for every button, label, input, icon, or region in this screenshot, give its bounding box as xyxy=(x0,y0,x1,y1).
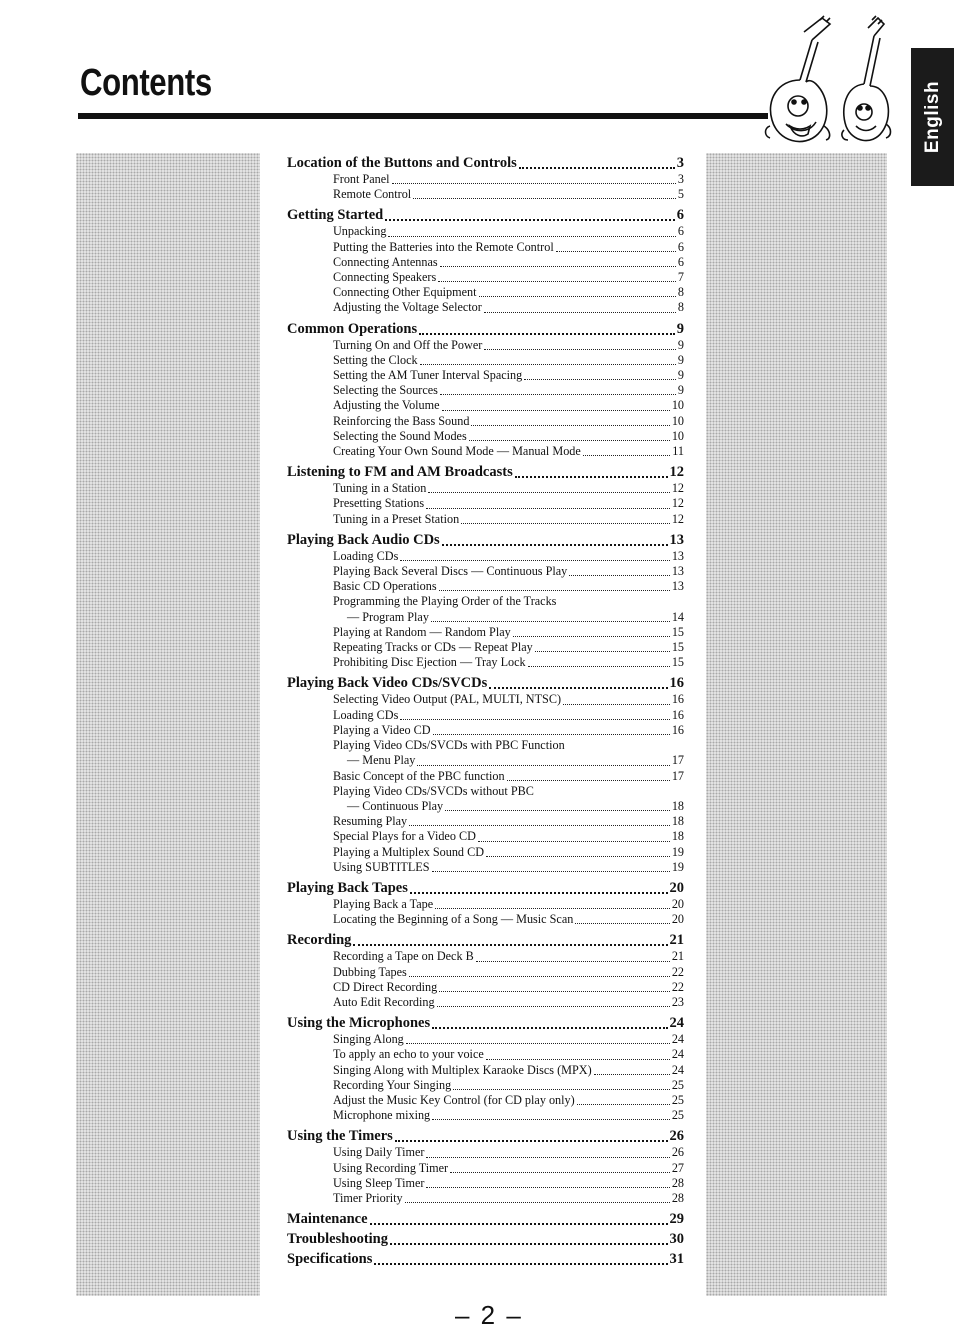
toc-item-label: Turning On and Off the Power xyxy=(333,337,483,352)
dot-leader xyxy=(413,198,676,199)
toc-item[interactable] xyxy=(287,398,684,413)
toc-item-label: Playing a Multiplex Sound CD xyxy=(333,844,484,859)
dot-leader xyxy=(569,575,670,576)
toc-item-page: 26 xyxy=(671,1145,684,1160)
toc-heading-page: 3 xyxy=(676,155,684,171)
toc-heading-page: 13 xyxy=(669,531,684,548)
dot-leader xyxy=(400,719,669,720)
toc-section xyxy=(287,154,684,202)
toc-item[interactable] xyxy=(287,240,684,255)
toc-item-page: 21 xyxy=(671,949,684,964)
toc-item-page: 18 xyxy=(671,798,684,813)
toc-item-label: Dubbing Tapes xyxy=(333,964,407,979)
toc-item-label: Locating the Beginning of a Song — Music Scan xyxy=(333,912,574,927)
toc-heading-label: Common Operations xyxy=(287,320,418,337)
toc-heading-page: 6 xyxy=(676,207,684,224)
toc-item-label: Playing Back a Tape xyxy=(333,896,434,911)
dot-leader xyxy=(390,1243,668,1245)
toc-item-page: 12 xyxy=(671,496,684,511)
toc-item-page: 16 xyxy=(671,707,684,722)
dot-leader xyxy=(524,379,676,380)
toc-item[interactable] xyxy=(287,625,684,640)
toc-item-label: Putting the Batteries into the Remote Control xyxy=(333,239,554,254)
toc-item[interactable] xyxy=(287,692,684,707)
dot-leader xyxy=(513,636,670,637)
toc-item-page: 19 xyxy=(671,844,684,859)
toc-item-page: 12 xyxy=(671,511,684,526)
toc-item-label: Connecting Speakers xyxy=(333,270,437,285)
toc-section xyxy=(287,463,684,527)
dot-leader xyxy=(479,296,676,297)
toc-item-page: 9 xyxy=(677,368,684,383)
toc-section xyxy=(287,674,684,874)
guitars-illustration xyxy=(760,14,910,154)
dot-leader xyxy=(410,892,668,894)
toc-item-label: Tuning in a Station xyxy=(333,481,427,496)
toc-item-page: 25 xyxy=(671,1092,684,1107)
toc-item[interactable] xyxy=(287,1093,684,1108)
toc-item-page: 6 xyxy=(677,254,684,269)
dot-leader xyxy=(432,1027,667,1029)
toc-item-page: 19 xyxy=(671,859,684,874)
toc-item[interactable] xyxy=(287,368,684,383)
dot-leader xyxy=(439,590,670,591)
toc-section xyxy=(287,320,684,460)
toc-item[interactable] xyxy=(287,353,684,368)
toc-item-page: 27 xyxy=(671,1160,684,1175)
toc-item-label: Playing Video CDs/SVCDs with PBC Function xyxy=(333,738,565,753)
toc-item[interactable] xyxy=(287,1145,684,1160)
dot-leader xyxy=(442,410,670,411)
toc-item[interactable] xyxy=(287,769,684,784)
toc-item[interactable] xyxy=(287,512,684,527)
toc-item-label: Basic Concept of the PBC function xyxy=(333,768,505,783)
toc-item-label: Timer Priority xyxy=(333,1190,403,1205)
page-number: – 2 – xyxy=(455,1300,523,1330)
dot-leader xyxy=(484,349,676,350)
toc-item-page: 13 xyxy=(671,564,684,579)
toc-heading[interactable] xyxy=(287,1210,684,1228)
dot-leader xyxy=(535,651,670,652)
toc-item[interactable] xyxy=(287,300,684,315)
dot-leader xyxy=(594,1074,670,1075)
toc-item-page: 18 xyxy=(671,829,684,844)
dot-leader xyxy=(385,219,675,221)
dot-leader xyxy=(388,236,675,237)
toc-item-page: 28 xyxy=(671,1175,684,1190)
toc-item-page: 22 xyxy=(671,979,684,994)
toc-item-page: 14 xyxy=(671,609,684,624)
toc-heading[interactable] xyxy=(287,1127,684,1145)
toc-heading[interactable] xyxy=(287,320,684,338)
dot-leader xyxy=(476,961,670,962)
dot-leader xyxy=(575,923,669,924)
toc-heading[interactable] xyxy=(287,463,684,481)
toc-item-label: Using SUBTITLES xyxy=(333,859,430,874)
dot-leader xyxy=(432,1119,670,1120)
dot-leader xyxy=(437,1006,670,1007)
dot-leader xyxy=(519,167,675,169)
toc-item-label: Recording a Tape on Deck B xyxy=(333,949,474,964)
dot-leader xyxy=(440,394,676,395)
toc-item-label: Front Panel xyxy=(333,172,390,186)
title-rule xyxy=(78,113,768,119)
toc-item-label: Auto Edit Recording xyxy=(333,994,435,1009)
toc-heading-label: Getting Started xyxy=(287,207,384,224)
toc-heading[interactable] xyxy=(287,154,684,172)
toc-item-label: Singing Along with Multiplex Karaoke Discs (MPX) xyxy=(333,1062,592,1077)
toc-item-label: Using Daily Timer xyxy=(333,1145,425,1160)
toc-item-page: 18 xyxy=(671,814,684,829)
toc-item-label: — Program Play xyxy=(347,609,429,624)
dot-leader xyxy=(507,780,670,781)
toc-item-label: Adjust the Music Key Control (for CD play only) xyxy=(333,1092,575,1107)
toc-item[interactable] xyxy=(287,829,684,844)
toc-item[interactable] xyxy=(287,414,684,429)
toc-heading-page: 29 xyxy=(669,1211,684,1228)
toc-item-label: Resuming Play xyxy=(333,814,408,829)
toc-item-page: 10 xyxy=(671,398,684,413)
toc-item-label: Unpacking xyxy=(333,224,387,239)
toc-item-label: Connecting Other Equipment xyxy=(333,285,477,300)
dot-leader xyxy=(428,492,669,493)
dot-leader xyxy=(426,508,670,509)
toc-section xyxy=(287,1127,684,1206)
dot-leader xyxy=(435,908,670,909)
toc-item[interactable] xyxy=(287,1047,684,1062)
toc-heading[interactable] xyxy=(287,931,684,949)
toc-item-page: 8 xyxy=(677,300,684,315)
dot-leader xyxy=(409,976,670,977)
dot-leader xyxy=(426,1187,669,1188)
toc-item[interactable] xyxy=(287,1176,684,1191)
toc-item[interactable] xyxy=(287,784,684,799)
toc-item[interactable] xyxy=(287,594,684,609)
toc-heading[interactable] xyxy=(287,1250,684,1268)
toc-item-label: Setting the Clock xyxy=(333,352,418,367)
toc-item-page: 9 xyxy=(677,337,684,352)
toc-item-label: CD Direct Recording xyxy=(333,979,438,994)
right-halftone-panel xyxy=(706,153,887,1296)
toc-item-page: 28 xyxy=(671,1190,684,1205)
dot-leader xyxy=(528,666,670,667)
toc-item-page: 9 xyxy=(677,352,684,367)
dot-leader xyxy=(450,1172,670,1173)
toc-item[interactable] xyxy=(287,610,684,625)
toc-item[interactable] xyxy=(287,564,684,579)
toc-item-page: 17 xyxy=(671,753,684,768)
toc-item-page: 13 xyxy=(671,548,684,563)
toc-item[interactable] xyxy=(287,949,684,964)
toc-item-page: 6 xyxy=(677,239,684,254)
dot-leader xyxy=(417,765,669,766)
toc-item-page: 13 xyxy=(671,579,684,594)
toc-item-label: Prohibiting Disc Ejection — Tray Lock xyxy=(333,655,526,670)
toc-item-label: Playing Back Several Discs — Continuous Play xyxy=(333,564,568,579)
toc-item-page: 17 xyxy=(671,768,684,783)
toc-item[interactable] xyxy=(287,579,684,594)
toc-item[interactable] xyxy=(287,1161,684,1176)
dot-leader xyxy=(406,1043,670,1044)
toc-heading-label: Location of the Buttons and Controls xyxy=(287,155,517,171)
toc-item-page: 10 xyxy=(671,413,684,428)
toc-item[interactable] xyxy=(287,753,684,768)
toc-heading[interactable] xyxy=(287,1230,684,1248)
toc-item-label: Microphone mixing xyxy=(333,1108,431,1123)
toc-item[interactable] xyxy=(287,444,684,459)
toc-item-label: Basic CD Operations xyxy=(333,579,437,594)
toc-item-page: 15 xyxy=(671,655,684,670)
dot-leader xyxy=(486,1059,670,1060)
dot-leader xyxy=(405,1202,670,1203)
toc-heading-label: Playing Back Audio CDs xyxy=(287,531,440,548)
toc-item[interactable] xyxy=(287,799,684,814)
toc-item[interactable] xyxy=(287,1191,684,1206)
toc-section xyxy=(287,206,684,315)
toc-item[interactable] xyxy=(287,429,684,444)
toc-section xyxy=(287,879,684,927)
toc-item[interactable] xyxy=(287,224,684,239)
toc-item[interactable] xyxy=(287,995,684,1010)
toc-heading[interactable] xyxy=(287,674,684,692)
toc-item-page: 23 xyxy=(671,994,684,1009)
dot-leader xyxy=(374,1263,667,1265)
dot-leader xyxy=(486,856,670,857)
dot-leader xyxy=(583,455,670,456)
toc-item[interactable] xyxy=(287,338,684,353)
toc-item-label: Using Recording Timer xyxy=(333,1160,449,1175)
dot-leader xyxy=(420,364,676,365)
toc-section xyxy=(287,531,684,671)
toc-item-label: Setting the AM Tuner Interval Spacing xyxy=(333,368,523,383)
toc-section xyxy=(287,1250,684,1268)
dot-leader xyxy=(556,251,676,252)
dot-leader xyxy=(471,425,669,426)
toc-item-label: Presetting Stations xyxy=(333,496,425,511)
toc-item-page: 12 xyxy=(671,481,684,496)
toc-heading-label: Listening to FM and AM Broadcasts xyxy=(287,464,513,481)
toc-item-page: 3 xyxy=(677,172,684,186)
toc-item[interactable] xyxy=(287,1108,684,1123)
toc-item[interactable] xyxy=(287,912,684,927)
toc-item[interactable] xyxy=(287,1032,684,1047)
dot-leader xyxy=(353,944,667,946)
toc-item-label: Selecting the Sources xyxy=(333,383,438,398)
dot-leader xyxy=(395,1140,668,1142)
toc-item-label: Playing Video CDs/SVCDs without PBC xyxy=(333,783,534,798)
toc-heading-label: Specifications xyxy=(287,1251,373,1268)
toc-heading-page: 30 xyxy=(669,1231,684,1248)
toc-section xyxy=(287,1014,684,1123)
toc-item-page: 5 xyxy=(677,187,684,202)
toc-item-page: 24 xyxy=(671,1062,684,1077)
toc-heading-label: Playing Back Tapes xyxy=(287,879,408,896)
toc-item-label: — Menu Play xyxy=(347,753,416,768)
toc-heading-label: Playing Back Video CDs/SVCDs xyxy=(287,675,488,692)
dot-leader xyxy=(370,1223,668,1225)
toc-item-page: 16 xyxy=(671,692,684,707)
toc-item-page: 8 xyxy=(677,285,684,300)
dot-leader xyxy=(438,281,676,282)
toc-item-page: 24 xyxy=(671,1032,684,1047)
toc-heading-label: Recording xyxy=(287,932,352,949)
toc-heading-page: 26 xyxy=(669,1128,684,1145)
toc-item-label: Recording Your Singing xyxy=(333,1077,452,1092)
toc-item[interactable] xyxy=(287,549,684,564)
toc-heading[interactable] xyxy=(287,1014,684,1032)
dot-leader xyxy=(426,1157,669,1158)
dot-leader xyxy=(409,825,670,826)
toc-item[interactable] xyxy=(287,481,684,496)
toc-item-page: 15 xyxy=(671,640,684,655)
toc-item[interactable] xyxy=(287,965,684,980)
dot-leader xyxy=(515,476,668,478)
toc-item[interactable] xyxy=(287,270,684,285)
dot-leader xyxy=(400,560,669,561)
toc-heading[interactable] xyxy=(287,531,684,549)
toc-item-label: Loading CDs xyxy=(333,707,399,722)
dot-leader xyxy=(461,523,670,524)
toc-item[interactable] xyxy=(287,980,684,995)
toc-heading-label: Maintenance xyxy=(287,1211,368,1228)
toc-item-label: Creating Your Own Sound Mode — Manual Mode xyxy=(333,444,581,459)
dot-leader xyxy=(439,991,670,992)
toc-item[interactable] xyxy=(287,723,684,738)
toc-item-label: Remote Control xyxy=(333,187,412,202)
toc-item-label: Using Sleep Timer xyxy=(333,1175,425,1190)
left-halftone-panel xyxy=(76,153,260,1296)
toc-item[interactable] xyxy=(287,897,684,912)
toc-item-page: 6 xyxy=(677,224,684,239)
toc-item[interactable] xyxy=(287,1063,684,1078)
dot-leader xyxy=(392,183,676,184)
toc-item-page: 24 xyxy=(671,1047,684,1062)
toc-heading-page: 31 xyxy=(669,1251,684,1268)
toc-section xyxy=(287,931,684,1010)
dot-leader xyxy=(453,1089,670,1090)
toc-item-page: 22 xyxy=(671,964,684,979)
toc-item-label: Tuning in a Preset Station xyxy=(333,511,460,526)
toc-item-label: Adjusting the Volume xyxy=(333,398,440,413)
toc-item[interactable] xyxy=(287,640,684,655)
toc-heading[interactable] xyxy=(287,206,684,224)
toc-item-label: Repeating Tracks or CDs — Repeat Play xyxy=(333,640,533,655)
toc-item-label: Connecting Antennas xyxy=(333,254,438,269)
page-title: Contents xyxy=(80,62,212,104)
toc-item-page: 25 xyxy=(671,1108,684,1123)
toc-item-page: 16 xyxy=(671,722,684,737)
toc-item-label: Selecting the Sound Modes xyxy=(333,428,467,443)
toc-heading-page: 21 xyxy=(669,932,684,949)
toc-item[interactable] xyxy=(287,860,684,875)
toc-item-label: Playing at Random — Random Play xyxy=(333,624,511,639)
dot-leader xyxy=(432,871,670,872)
toc-item-page: 11 xyxy=(672,444,684,459)
dot-leader xyxy=(563,704,670,705)
toc-item[interactable] xyxy=(287,814,684,829)
dot-leader xyxy=(419,333,675,335)
toc-item[interactable] xyxy=(287,255,684,270)
toc-item-label: Selecting Video Output (PAL, MULTI, NTSC) xyxy=(333,692,562,707)
language-tab[interactable] xyxy=(911,48,954,186)
toc-heading-page: 24 xyxy=(669,1015,684,1032)
toc-item[interactable] xyxy=(287,383,684,398)
table-of-contents xyxy=(287,154,684,1270)
toc-heading-page: 16 xyxy=(669,675,684,692)
dot-leader xyxy=(442,544,668,546)
toc-item-page: 7 xyxy=(677,270,684,285)
toc-item-label: Adjusting the Voltage Selector xyxy=(333,300,482,315)
toc-item-page: 9 xyxy=(677,383,684,398)
toc-item[interactable] xyxy=(287,708,684,723)
toc-item[interactable] xyxy=(287,738,684,753)
toc-heading-page: 12 xyxy=(669,464,684,481)
toc-item-label: Playing a Video CD xyxy=(333,722,431,737)
toc-item[interactable] xyxy=(287,285,684,300)
dot-leader xyxy=(469,440,670,441)
dot-leader xyxy=(440,266,676,267)
toc-item-label: To apply an echo to your voice xyxy=(333,1047,484,1062)
toc-section xyxy=(287,1230,684,1248)
dot-leader xyxy=(478,841,670,842)
toc-item[interactable] xyxy=(287,496,684,511)
toc-item[interactable] xyxy=(287,187,684,202)
toc-item-label: Programming the Playing Order of the Tracks xyxy=(333,594,557,609)
toc-item[interactable] xyxy=(287,655,684,670)
dot-leader xyxy=(489,687,667,689)
language-tab-label: English xyxy=(921,80,943,154)
dot-leader xyxy=(431,621,670,622)
toc-item[interactable] xyxy=(287,172,684,187)
toc-section xyxy=(287,1210,684,1228)
toc-heading-page: 9 xyxy=(676,320,684,337)
toc-item-label: Loading CDs xyxy=(333,548,399,563)
toc-item-page: 25 xyxy=(671,1077,684,1092)
toc-item-label: — Continuous Play xyxy=(347,798,444,813)
toc-item-page: 20 xyxy=(671,896,684,911)
dot-leader xyxy=(433,734,670,735)
toc-item-page: 20 xyxy=(671,912,684,927)
toc-item-page: 10 xyxy=(671,428,684,443)
toc-heading-page: 20 xyxy=(669,879,684,896)
toc-item-page: 15 xyxy=(671,624,684,639)
dot-leader xyxy=(445,810,670,811)
toc-item[interactable] xyxy=(287,1078,684,1093)
toc-item-label: Special Plays for a Video CD xyxy=(333,829,476,844)
dot-leader xyxy=(577,1104,670,1105)
toc-item-label: Singing Along xyxy=(333,1032,404,1047)
toc-heading-label: Using the Timers xyxy=(287,1128,393,1145)
toc-item[interactable] xyxy=(287,845,684,860)
toc-item-label: Reinforcing the Bass Sound xyxy=(333,413,470,428)
dot-leader xyxy=(484,312,676,313)
toc-heading[interactable] xyxy=(287,879,684,897)
toc-heading-label: Using the Microphones xyxy=(287,1015,431,1032)
toc-heading-label: Troubleshooting xyxy=(287,1231,388,1248)
